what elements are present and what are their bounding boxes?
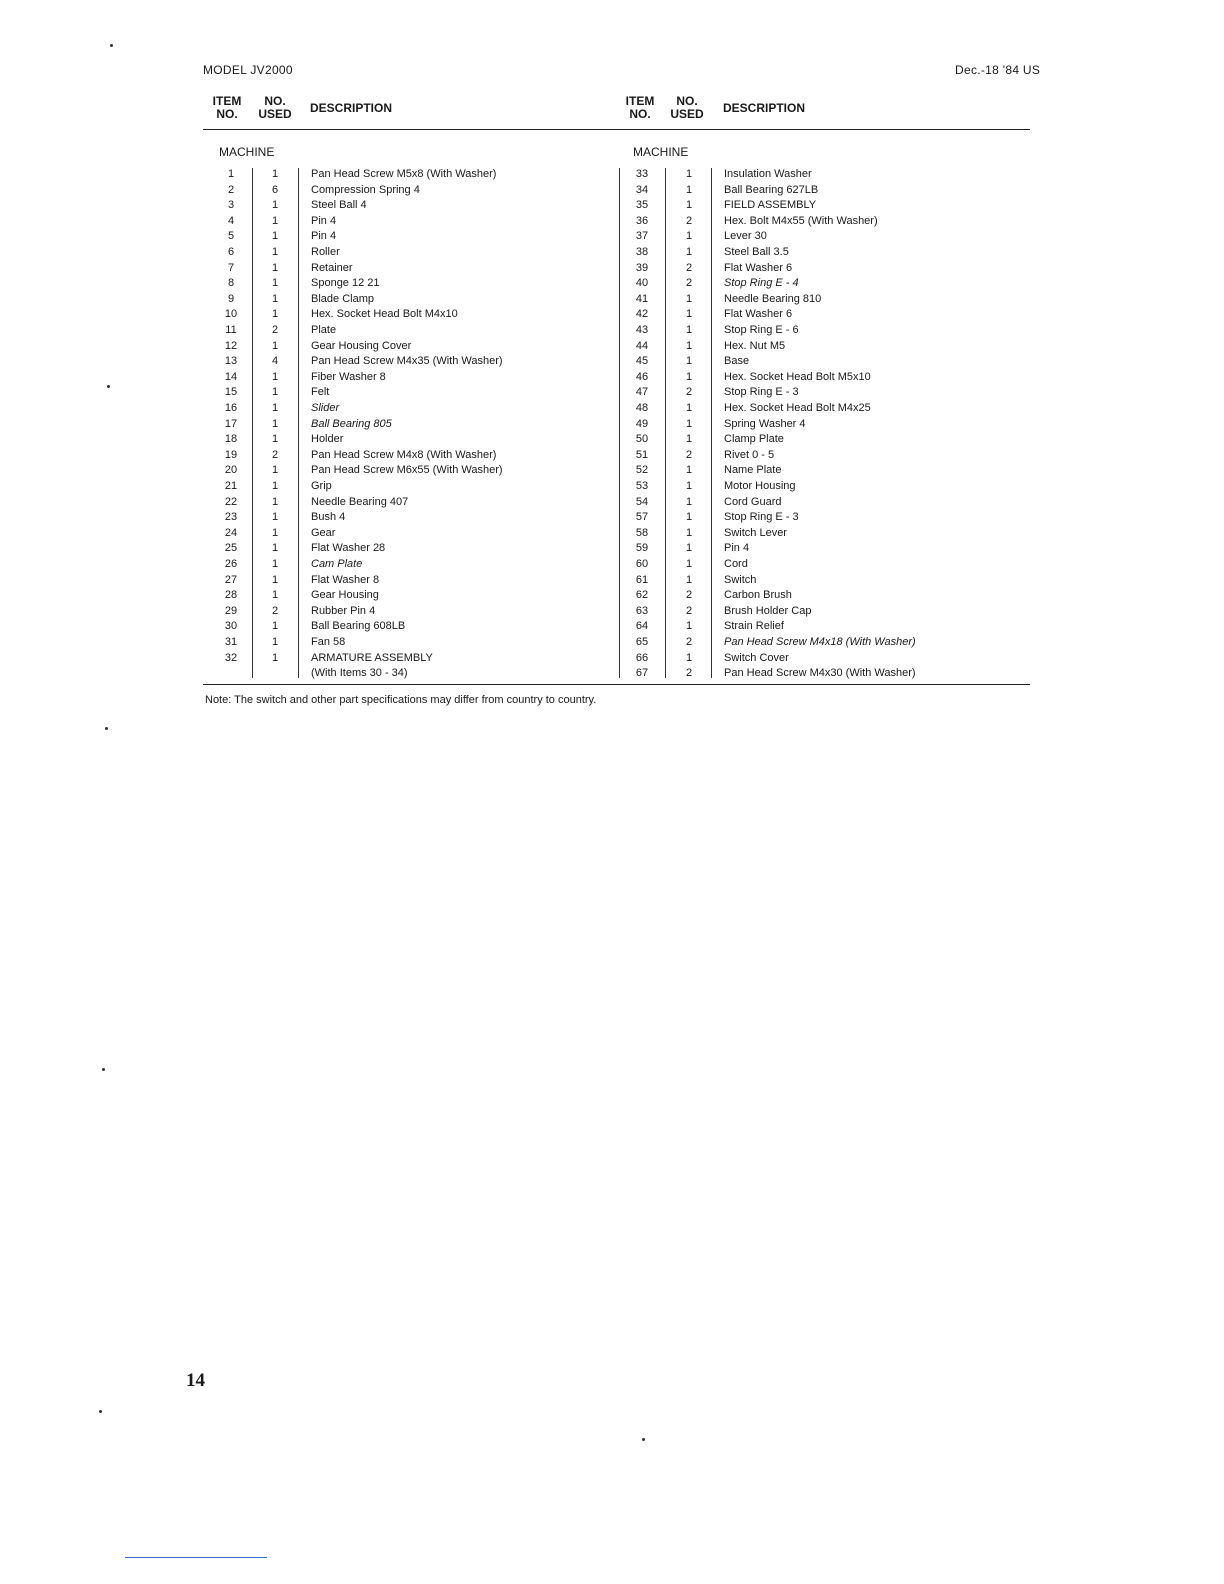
item-number: 33 [635, 168, 649, 180]
item-number: 21 [224, 480, 238, 492]
part-description: Carbon Brush [724, 589, 792, 602]
table-row [0, 307, 1224, 323]
scan-dot [110, 44, 113, 47]
quantity-used: 2 [271, 448, 279, 461]
part-description: Fiber Washer 8 [311, 370, 386, 383]
quantity-used: 1 [271, 433, 279, 446]
quantity-used: 1 [271, 370, 279, 383]
part-description: Strain Relief [724, 620, 784, 633]
quantity-used: 1 [685, 620, 693, 633]
part-description: Flat Washer 8 [311, 573, 380, 586]
part-description: Lever 30 [724, 230, 767, 243]
table-row [0, 557, 1224, 573]
quantity-used: 1 [685, 511, 693, 524]
item-number: 45 [635, 355, 649, 368]
quantity-used: 1 [685, 355, 693, 368]
item-number: 51 [635, 448, 649, 461]
item-number: 63 [635, 604, 649, 617]
item-number: 54 [635, 495, 649, 508]
item-number: 30 [224, 620, 238, 633]
table-row [0, 604, 1224, 620]
item-number: 8 [227, 277, 235, 290]
item-number: 7 [227, 261, 235, 274]
table-row [0, 198, 1224, 214]
item-number: 60 [635, 558, 649, 570]
table-row [0, 339, 1224, 355]
part-description: Cam Plate [311, 558, 363, 570]
quantity-used: 1 [685, 433, 693, 446]
table-row [0, 276, 1224, 292]
quantity-used: 1 [685, 651, 693, 664]
quantity-used: 1 [685, 324, 693, 336]
quantity-used: 1 [685, 402, 693, 414]
table-row [0, 323, 1224, 339]
item-number: 26 [224, 558, 238, 570]
quantity-used: 1 [685, 573, 693, 586]
part-description: Flat Washer 6 [724, 261, 793, 274]
table-row [0, 666, 1224, 682]
item-number: 49 [635, 417, 649, 430]
quantity-used: 1 [685, 558, 693, 570]
footnote: Note: The switch and other part specifications may differ from country to country. [205, 694, 597, 706]
item-header-line2-right: NO. [629, 107, 651, 121]
item-number: 22 [224, 495, 238, 508]
part-description: Holder [311, 433, 344, 446]
quantity-used: 1 [685, 308, 693, 321]
quantity-used: 1 [685, 199, 693, 212]
quantity-used: 2 [271, 604, 279, 617]
item-number: 47 [635, 386, 649, 399]
item-number: 37 [635, 230, 649, 243]
part-description: Brush Holder Cap [724, 604, 812, 617]
item-number: 6 [227, 246, 235, 258]
part-description: Blade Clamp [311, 292, 374, 305]
table-row [0, 354, 1224, 370]
part-description: Gear Housing Cover [311, 339, 412, 352]
table-row [0, 432, 1224, 448]
table-row [0, 463, 1224, 479]
quantity-used: 1 [271, 417, 279, 430]
quantity-used: 1 [271, 339, 279, 352]
table-row [0, 510, 1224, 526]
table-row [0, 385, 1224, 401]
item-number: 32 [224, 651, 238, 664]
table-row [0, 167, 1224, 183]
table-row [0, 635, 1224, 651]
item-number: 67 [635, 667, 649, 680]
part-description: Pan Head Screw M4x35 (With Washer) [311, 355, 503, 368]
item-number: 65 [635, 636, 649, 648]
table-row [0, 292, 1224, 308]
description-header: DESCRIPTION [310, 101, 393, 115]
part-description: Retainer [311, 261, 353, 274]
item-number: 31 [224, 636, 238, 648]
part-description: Pan Head Screw M6x55 (With Washer) [311, 464, 503, 477]
item-number: 24 [224, 526, 238, 539]
item-number: 9 [227, 292, 235, 305]
part-description: Flat Washer 28 [311, 542, 386, 555]
quantity-used: 1 [271, 292, 279, 305]
model-label: MODEL JV2000 [203, 63, 293, 77]
item-number: 1 [227, 168, 235, 180]
description-header-right: DESCRIPTION [723, 101, 806, 115]
table-row [0, 479, 1224, 495]
table-row [0, 370, 1224, 386]
part-description: Pin 4 [724, 542, 750, 555]
item-number: 62 [635, 589, 649, 602]
item-number: 42 [635, 308, 649, 321]
quantity-used: 1 [271, 261, 279, 274]
item-number: 29 [224, 604, 238, 617]
item-number: 17 [224, 417, 238, 430]
quantity-used: 1 [685, 542, 693, 555]
section-title-right: MACHINE [633, 145, 689, 159]
used-header-line1-right: NO. [676, 94, 698, 108]
table-row [0, 573, 1224, 589]
part-description: Gear [311, 526, 336, 539]
part-description: Hex. Bolt M4x55 (With Washer) [724, 214, 878, 227]
part-description: Motor Housing [724, 480, 796, 492]
item-number: 61 [635, 573, 649, 586]
item-number: 52 [635, 464, 649, 477]
part-description: FIELD ASSEMBLY [724, 199, 817, 212]
item-number: 40 [635, 277, 649, 290]
header-rule [203, 129, 1030, 130]
quantity-used: 1 [685, 480, 693, 492]
part-description: Cord [724, 558, 748, 570]
part-description: Clamp Plate [724, 433, 784, 446]
item-no-header-right [622, 95, 658, 121]
used-header-line2: USED [258, 107, 292, 121]
table-row [0, 448, 1224, 464]
scan-dot [107, 385, 110, 388]
quantity-used: 2 [685, 261, 693, 274]
part-description: Stop Ring E - 6 [724, 324, 799, 336]
quantity-used: 1 [271, 168, 279, 180]
part-description: Ball Bearing 805 [311, 417, 392, 430]
item-number: 10 [224, 308, 238, 321]
part-description: ARMATURE ASSEMBLY [311, 651, 433, 664]
item-number: 35 [635, 199, 649, 212]
item-number: 38 [635, 246, 649, 258]
item-number: 48 [635, 402, 649, 414]
quantity-used: 1 [271, 651, 279, 664]
part-description: Fan 58 [311, 636, 346, 648]
part-description: Spring Washer 4 [724, 417, 806, 430]
quantity-used: 1 [271, 214, 279, 227]
item-number: 64 [635, 620, 649, 633]
part-description: Steel Ball 3.5 [724, 246, 789, 258]
quantity-used: 2 [271, 324, 279, 336]
table-row [0, 229, 1224, 245]
table-row [0, 245, 1224, 261]
quantity-used: 1 [685, 183, 693, 196]
part-description: Stop Ring E - 4 [724, 277, 799, 290]
table-row [0, 588, 1224, 604]
part-description: Pin 4 [311, 230, 337, 243]
quantity-used: 1 [271, 542, 279, 555]
quantity-used: 1 [271, 573, 279, 586]
part-description: Rubber Pin 4 [311, 604, 376, 617]
item-header-line1: ITEM [212, 94, 242, 108]
part-description: Gear Housing [311, 589, 379, 602]
part-description: Switch Cover [724, 651, 789, 664]
item-number: 53 [635, 480, 649, 492]
table-row [0, 417, 1224, 433]
quantity-used: 1 [271, 495, 279, 508]
no-used-header [256, 95, 294, 121]
part-description: Hex. Socket Head Bolt M4x10 [311, 308, 458, 321]
item-number: 14 [224, 370, 238, 383]
item-number: 4 [227, 214, 235, 227]
table-bottom-rule [203, 684, 1030, 685]
item-number: 20 [224, 464, 238, 477]
quantity-used: 1 [685, 526, 693, 539]
quantity-used: 1 [271, 558, 279, 570]
part-description: Needle Bearing 407 [311, 495, 409, 508]
item-number: 28 [224, 589, 238, 602]
quantity-used: 1 [685, 339, 693, 352]
part-description: Flat Washer 6 [724, 308, 793, 321]
quantity-used: 2 [685, 667, 693, 680]
quantity-used: 1 [271, 511, 279, 524]
item-number: 59 [635, 542, 649, 555]
table-row [0, 214, 1224, 230]
part-description: Switch Lever [724, 526, 787, 539]
item-number: 11 [225, 324, 237, 336]
item-number: 12 [224, 339, 238, 352]
item-number: 2 [227, 183, 235, 196]
part-description: Switch [724, 573, 757, 586]
quantity-used: 4 [271, 355, 279, 368]
item-number: 43 [635, 324, 649, 336]
table-row [0, 526, 1224, 542]
part-description: Base [724, 355, 750, 368]
part-description: Pin 4 [311, 214, 337, 227]
table-row [0, 261, 1224, 277]
item-number: 16 [224, 402, 238, 414]
quantity-used: 1 [271, 620, 279, 633]
item-number: 58 [635, 526, 649, 539]
quantity-used: 1 [271, 480, 279, 492]
no-used-header-right [668, 95, 706, 121]
quantity-used: 1 [271, 230, 279, 243]
part-description: Pan Head Screw M4x30 (With Washer) [724, 667, 916, 680]
used-header-line1: NO. [264, 94, 286, 108]
quantity-used: 1 [271, 386, 279, 399]
scan-dot [99, 1410, 102, 1413]
table-row [0, 541, 1224, 557]
quantity-used: 2 [685, 386, 693, 399]
item-number: 36 [635, 214, 649, 227]
table-row [0, 619, 1224, 635]
item-number: 23 [224, 511, 238, 524]
part-description: Pan Head Screw M4x8 (With Washer) [311, 448, 497, 461]
quantity-used: 2 [685, 214, 693, 227]
item-number: 66 [635, 651, 649, 664]
table-row [0, 401, 1224, 417]
part-description: Hex. Socket Head Bolt M4x25 [724, 402, 871, 414]
part-description: Stop Ring E - 3 [724, 386, 799, 399]
item-number: 41 [635, 292, 649, 305]
quantity-used: 1 [685, 417, 693, 430]
date-label: Dec.-18 '84 US [955, 63, 1041, 77]
item-number: 46 [635, 370, 649, 383]
item-number: 15 [224, 386, 238, 399]
part-description: Plate [311, 324, 337, 336]
scan-dot [642, 1438, 645, 1441]
quantity-used: 1 [271, 199, 279, 212]
item-header-line1-right: ITEM [625, 94, 655, 108]
part-description: Hex. Nut M5 [724, 339, 786, 352]
quantity-used: 1 [271, 246, 279, 258]
section-title-left: MACHINE [219, 145, 275, 159]
part-description: Ball Bearing 608LB [311, 620, 406, 633]
item-number: 50 [635, 433, 649, 446]
part-description: Steel Ball 4 [311, 199, 367, 212]
item-number: 44 [635, 339, 649, 352]
footer-link-line [125, 1557, 267, 1558]
part-description: Name Plate [724, 464, 782, 477]
scan-dot [102, 1068, 105, 1071]
part-description: Stop Ring E - 3 [724, 511, 799, 524]
part-description: Sponge 12 21 [311, 277, 380, 290]
part-description: Rivet 0 - 5 [724, 448, 775, 461]
scan-dot [105, 727, 108, 730]
item-number: 13 [224, 355, 238, 368]
item-number: 18 [224, 433, 238, 446]
item-header-line2: NO. [216, 107, 238, 121]
part-description: Slider [311, 402, 340, 414]
quantity-used: 1 [271, 277, 279, 290]
part-description: Ball Bearing 627LB [724, 183, 819, 196]
part-description: Pan Head Screw M5x8 (With Washer) [311, 168, 497, 180]
quantity-used: 1 [271, 636, 279, 648]
part-description: Cord Guard [724, 495, 782, 508]
quantity-used: 2 [685, 448, 693, 461]
item-number: 5 [227, 230, 235, 243]
quantity-used: 1 [685, 370, 693, 383]
quantity-used: 1 [271, 402, 279, 414]
quantity-used: 2 [685, 604, 693, 617]
part-description: Felt [311, 386, 330, 399]
part-description: (With Items 30 - 34) [311, 667, 408, 680]
part-description: Compression Spring 4 [311, 183, 420, 196]
quantity-used: 1 [685, 495, 693, 508]
quantity-used: 2 [685, 589, 693, 602]
part-description: Bush 4 [311, 511, 346, 524]
quantity-used: 1 [685, 230, 693, 243]
item-number: 25 [224, 542, 238, 555]
item-number: 19 [224, 448, 238, 461]
quantity-used: 1 [685, 464, 693, 477]
part-description: Pan Head Screw M4x18 (With Washer) [724, 636, 916, 648]
item-number: 3 [227, 199, 235, 212]
quantity-used: 1 [685, 246, 693, 258]
item-number: 34 [635, 183, 649, 196]
part-description: Needle Bearing 810 [724, 292, 822, 305]
used-header-line2-right: USED [670, 107, 704, 121]
part-description: Grip [311, 480, 332, 492]
quantity-used: 6 [271, 183, 279, 196]
quantity-used: 1 [271, 589, 279, 602]
item-number: 57 [635, 511, 649, 524]
item-number: 27 [224, 573, 238, 586]
table-row [0, 183, 1224, 199]
item-number: 39 [635, 261, 649, 274]
item-no-header [209, 95, 245, 121]
quantity-used: 1 [685, 292, 693, 305]
quantity-used: 2 [685, 277, 693, 290]
page-number: 14 [186, 1370, 205, 1391]
quantity-used: 1 [271, 526, 279, 539]
table-row [0, 651, 1224, 667]
quantity-used: 2 [685, 636, 693, 648]
part-description: Hex. Socket Head Bolt M5x10 [724, 370, 871, 383]
quantity-used: 1 [271, 308, 279, 321]
quantity-used: 1 [271, 464, 279, 477]
table-row [0, 495, 1224, 511]
part-description: Roller [311, 246, 340, 258]
quantity-used: 1 [685, 168, 693, 180]
part-description: Insulation Washer [724, 168, 812, 180]
